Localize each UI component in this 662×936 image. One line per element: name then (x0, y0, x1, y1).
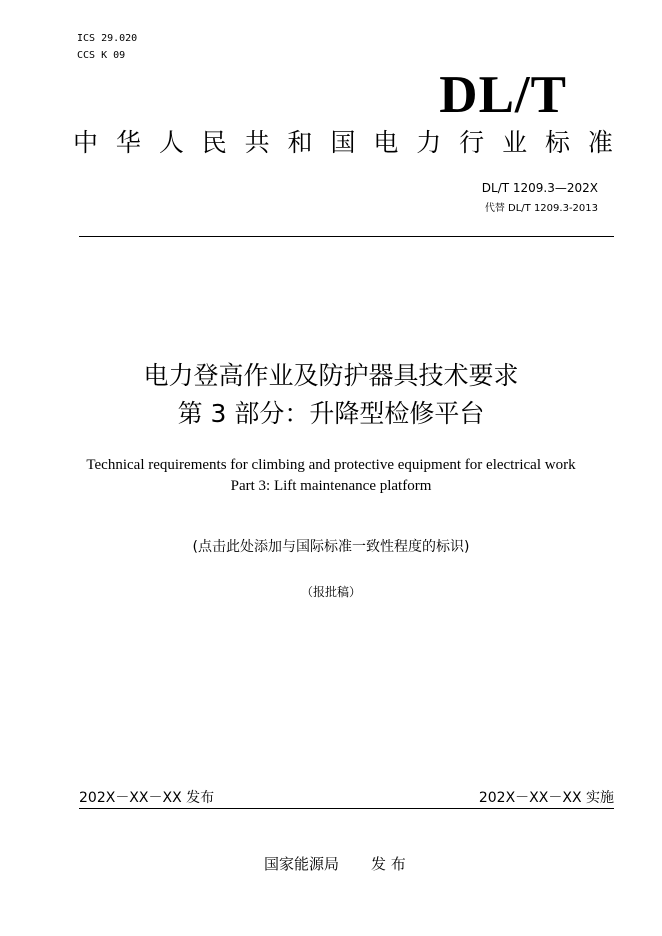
standard-logo: DL/T (439, 66, 567, 124)
bottom-divider (79, 808, 614, 809)
implement-date: 202X－XX－XX 实施 (478, 790, 614, 806)
publish-date: 202X－XX－XX 发布 (79, 790, 215, 806)
replaces-standard: 代替 DL/T 1209.3-2013 (484, 203, 598, 214)
draft-status: （报批稿） (300, 585, 361, 599)
org-name-char: 华 (115, 128, 141, 157)
top-divider (79, 236, 614, 237)
org-name-char: 中 (73, 128, 99, 157)
org-name-char: 国 (330, 128, 356, 157)
org-name-char: 和 (287, 128, 313, 157)
consistency-note[interactable]: (点击此处添加与国际标准一致性程度的标识) (192, 539, 470, 555)
title-line-2: 第 3 部分：升降型检修平台 (177, 399, 485, 428)
org-name-char: 民 (201, 128, 227, 157)
publisher-name: 国家能源局 (264, 855, 340, 873)
org-name-char: 标 (544, 128, 570, 157)
publisher (264, 854, 406, 874)
org-name (73, 127, 613, 159)
ics-code: ICS 29.020 (77, 33, 138, 44)
org-name-char: 人 (158, 128, 184, 157)
publisher-action: 发 布 (371, 855, 406, 873)
english-title-line-1: Technical requirements for climbing and protective equipment for electrical work (86, 457, 576, 473)
org-name-char: 行 (459, 128, 485, 157)
org-name-char: 电 (373, 128, 399, 157)
english-title-line-2: Part 3: Lift maintenance platform (230, 478, 432, 494)
org-name-char: 力 (416, 128, 442, 157)
org-name-char: 共 (244, 128, 270, 157)
org-name-char: 业 (502, 128, 528, 157)
standard-number: DL/T 1209.3—202X (481, 181, 598, 195)
title-line-1: 电力登高作业及防护器具技术要求 (143, 361, 519, 390)
ccs-code: CCS K 09 (77, 50, 126, 61)
org-name-char: 准 (587, 128, 613, 157)
